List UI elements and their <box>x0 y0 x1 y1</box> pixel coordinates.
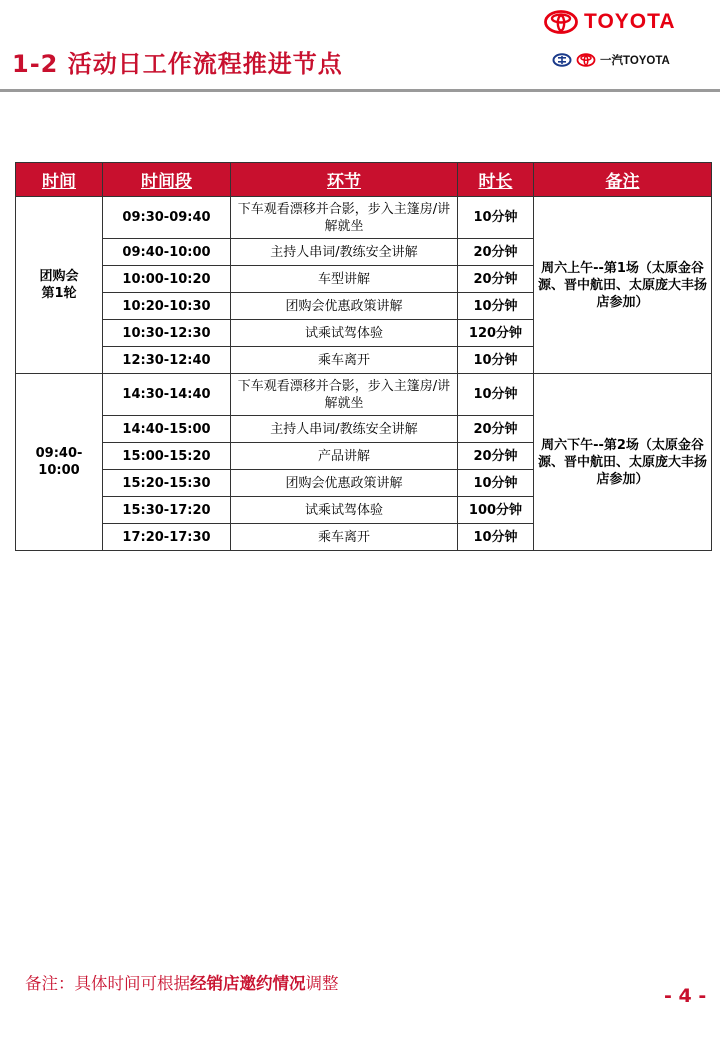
footer-note-emphasis: 经销店邀约情况 <box>190 974 306 993</box>
schedule-table <box>15 162 712 551</box>
duration-cell: 120分钟 <box>458 320 534 347</box>
step-cell: 试乘试驾体验 <box>231 320 458 347</box>
step-cell: 乘车离开 <box>231 524 458 551</box>
toyota-logo <box>544 9 676 35</box>
duration-cell: 20分钟 <box>458 416 534 443</box>
remarks-cell: 周六上午--第1场（太原金谷源、晋中航田、太原庞大丰扬店参加） <box>534 197 712 374</box>
step-cell: 乘车离开 <box>231 347 458 374</box>
step-cell: 车型讲解 <box>231 266 458 293</box>
round-cell: 团购会 第1轮 <box>16 197 103 374</box>
step-cell: 下车观看漂移并合影，步入主篷房/讲解就坐 <box>231 374 458 416</box>
duration-cell: 10分钟 <box>458 293 534 320</box>
step-cell: 团购会优惠政策讲解 <box>231 293 458 320</box>
page-title: 1-2 活动日工作流程推进节点 <box>12 50 343 78</box>
time-slot-cell: 17:20-17:30 <box>103 524 231 551</box>
toyota-wordmark: TOYOTA <box>584 10 676 33</box>
table-row <box>16 197 712 239</box>
step-cell: 试乘试驾体验 <box>231 497 458 524</box>
page-number: - 4 - <box>664 985 707 1007</box>
step-cell: 主持人串词/教练安全讲解 <box>231 239 458 266</box>
duration-cell: 100分钟 <box>458 497 534 524</box>
duration-cell: 20分钟 <box>458 443 534 470</box>
faw-emblem-icon <box>552 53 572 67</box>
step-cell: 产品讲解 <box>231 443 458 470</box>
time-slot-cell: 10:20-10:30 <box>103 293 231 320</box>
round-cell: 09:40-10:00 <box>16 374 103 551</box>
time-slot-cell: 15:00-15:20 <box>103 443 231 470</box>
time-slot-cell: 12:30-12:40 <box>103 347 231 374</box>
footer-note-suffix: 调整 <box>305 974 339 993</box>
header-divider <box>0 89 720 92</box>
remarks-cell: 周六下午--第2场（太原金谷源、晋中航田、太原庞大丰扬店参加） <box>534 374 712 551</box>
duration-cell: 10分钟 <box>458 470 534 497</box>
time-slot-cell: 15:30-17:20 <box>103 497 231 524</box>
table-header-row <box>16 163 712 197</box>
time-slot-cell: 15:20-15:30 <box>103 470 231 497</box>
time-slot-cell: 09:40-10:00 <box>103 239 231 266</box>
header-step: 环节 <box>231 163 458 197</box>
footer-note-prefix: 备注：具体时间可根据 <box>25 974 190 993</box>
step-cell: 主持人串词/教练安全讲解 <box>231 416 458 443</box>
time-slot-cell: 10:00-10:20 <box>103 266 231 293</box>
header-remarks: 备注 <box>534 163 712 197</box>
time-slot-cell: 14:30-14:40 <box>103 374 231 416</box>
header-duration: 时长 <box>458 163 534 197</box>
table-row <box>16 374 712 416</box>
step-cell: 团购会优惠政策讲解 <box>231 470 458 497</box>
footer-note <box>25 970 339 994</box>
step-cell: 下车观看漂移并合影，步入主篷房/讲解就坐 <box>231 197 458 239</box>
faw-toyota-logo <box>552 50 670 70</box>
duration-cell: 20分钟 <box>458 239 534 266</box>
time-slot-cell: 10:30-12:30 <box>103 320 231 347</box>
faw-toyota-wordmark: 一汽TOYOTA <box>600 55 670 67</box>
toyota-emblem-icon <box>544 10 578 34</box>
toyota-small-emblem-icon <box>576 53 596 67</box>
duration-cell: 10分钟 <box>458 374 534 416</box>
header-time-slot: 时间段 <box>103 163 231 197</box>
duration-cell: 10分钟 <box>458 197 534 239</box>
duration-cell: 10分钟 <box>458 524 534 551</box>
duration-cell: 10分钟 <box>458 347 534 374</box>
duration-cell: 20分钟 <box>458 266 534 293</box>
time-slot-cell: 14:40-15:00 <box>103 416 231 443</box>
time-slot-cell: 09:30-09:40 <box>103 197 231 239</box>
header-time: 时间 <box>16 163 103 197</box>
